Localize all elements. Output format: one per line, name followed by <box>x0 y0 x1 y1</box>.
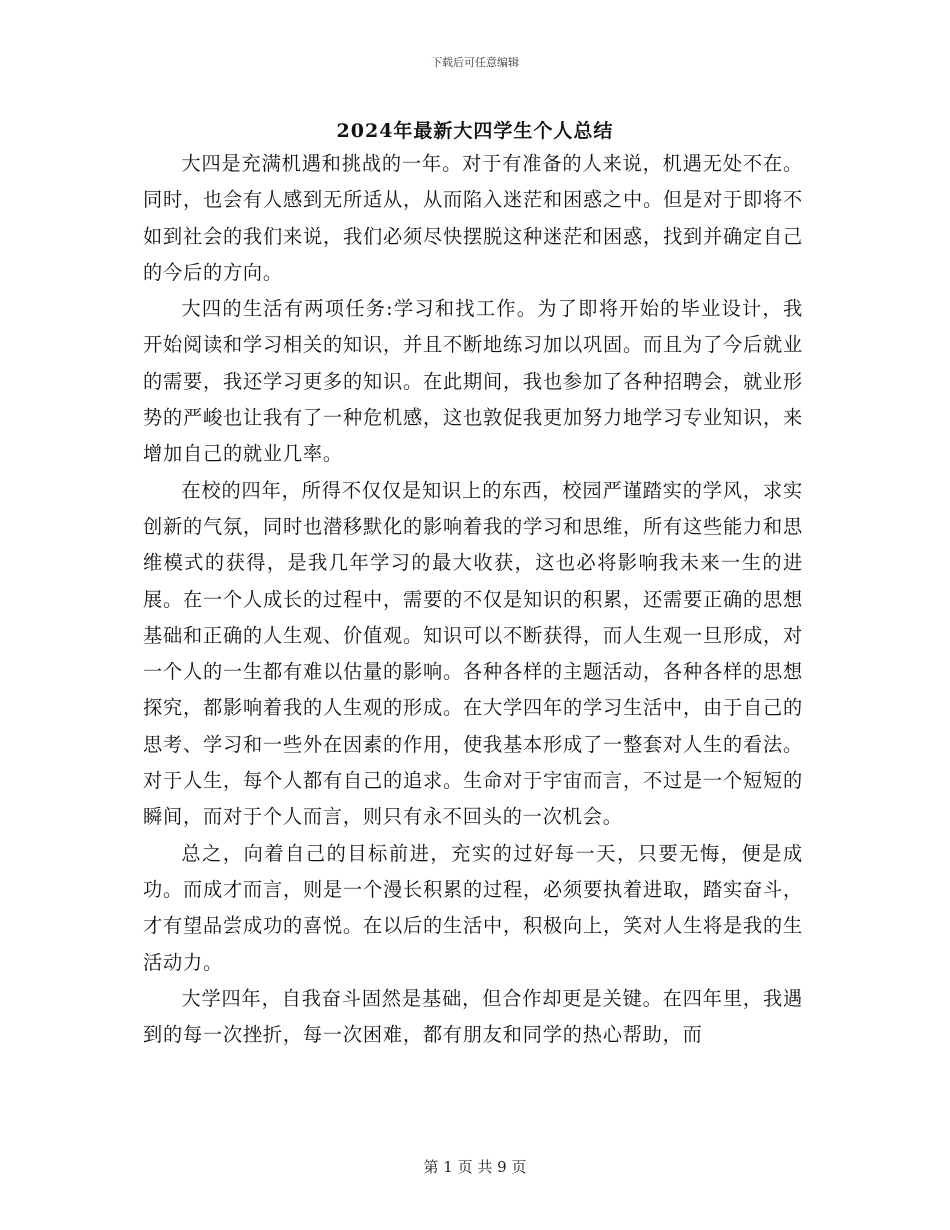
page-number: 第 1 页 共 9 页 <box>423 1158 527 1176</box>
paragraph-2: 大四的生活有两项任务:学习和找工作。为了即将开始的毕业设计，我开始阅读和学习相关的知识，并且不断地练习加以巩固。而且为了今后就业的需要，我还学习更多的知识。在此期间，我也参加了各种招聘会，就业形势的严峻也让我有了一种危机感，这也敦促我更加努力地学习专业知识，来增加自己的就业几率。 <box>143 297 803 466</box>
document-body <box>143 146 803 1053</box>
paragraph-1: 大四是充满机遇和挑战的一年。对于有准备的人来说，机遇无处不在。同时，也会有人感到无所适从，从而陷入迷茫和困惑之中。但是对于即将不如到社会的我们来说，我们必须尽快摆脱这种迷茫和困惑，找到并确定自己的今后的方向。 <box>143 152 803 284</box>
header-note: 下载后可任意编辑 <box>431 56 519 69</box>
paragraph-3: 在校的四年，所得不仅仅是知识上的东西，校园严谨踏实的学风，求实创新的气氛，同时也潜移默化的影响着我的学习和思维，所有这些能力和思维模式的获得，是我几年学习的最大收获，这也必将影响我未来一生的进展。在一个人成长的过程中，需要的不仅是知识的积累，还需要正确的思想基础和正确的人生观、价值观。知识可以不断获得，而人生观一旦形成，对一个人的一生都有难以估量的影响。各种各样的主题活动，各种各样的思想探究，都影响着我的人生观的形成。在大学四年的学习生活中，由于自己的思考、学习和一些外在因素的作用，使我基本形成了一整套对人生的看法。对于人生，每个人都有自己的追求。生命对于宇宙而言，不过是一个短短的瞬间，而对于个人而言，则只有永不回头的一次机会。 <box>143 478 803 829</box>
document-title: 2024年最新大四学生个人总结 <box>336 120 614 142</box>
paragraph-4: 总之，向着自己的目标前进，充实的过好每一天，只要无悔，便是成功。而成才而言，则是一个漫长积累的过程，必须要执着进取，踏实奋斗，才有望品尝成功的喜悦。在以后的生活中，积极向上，笑对人生将是我的生活动力。 <box>143 841 803 974</box>
paragraph-5: 大学四年，自我奋斗固然是基础，但合作却更是关键。在四年里，我遇到的每一次挫折，每一次困难，都有朋友和同学的热心帮助，而 <box>143 986 803 1047</box>
